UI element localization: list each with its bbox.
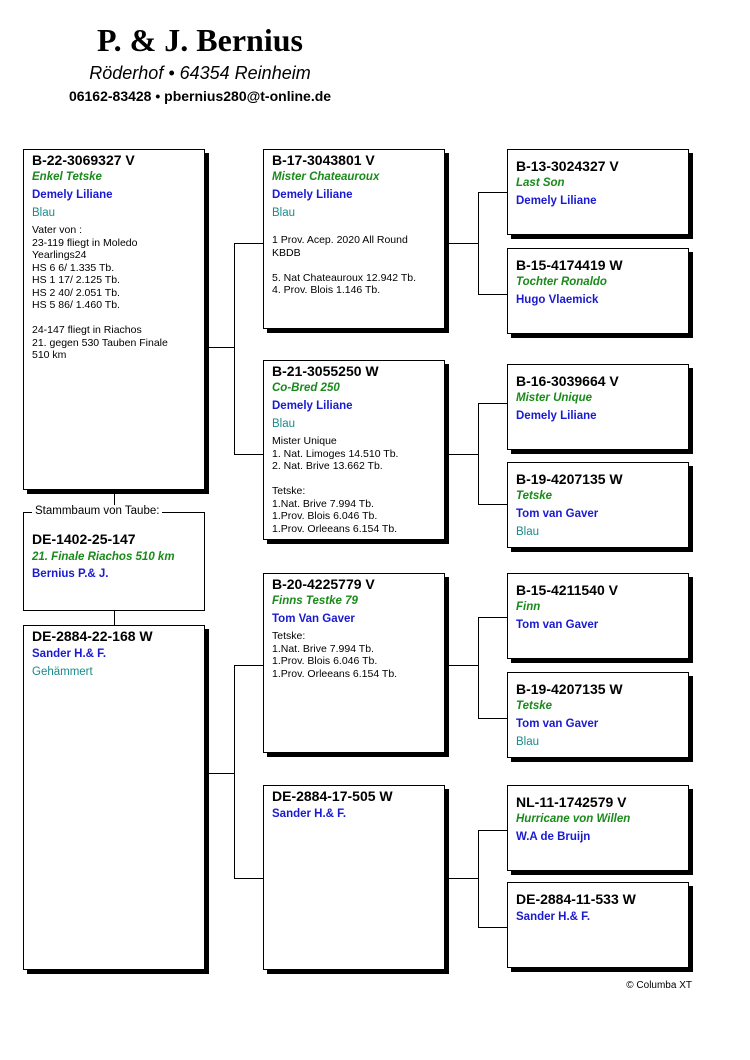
connector-line — [478, 927, 507, 928]
owner-name: Tom van Gaver — [516, 508, 599, 520]
feather-color: Blau — [272, 418, 296, 430]
pigeon-name: Tetske — [516, 490, 553, 502]
connector-line — [205, 347, 234, 348]
connector-line — [478, 617, 479, 718]
owner-name: Sander H.& F. — [272, 808, 347, 820]
owner-name: Hugo Vlaemick — [516, 294, 599, 306]
ring-number: B-17-3043801 V — [272, 152, 375, 168]
ring-number: DE-2884-22-168 W — [32, 628, 153, 644]
pedigree-card-mmm[interactable] — [507, 882, 689, 968]
pigeon-name: Tetske — [516, 700, 553, 712]
connector-line — [478, 192, 507, 193]
owner-name: Demely Liliane — [32, 189, 113, 201]
connector-line — [478, 718, 507, 719]
performance-notes: Tetske: 1.Nat. Brive 7.994 Tb. 1.Prov. Blois 6.046 Tb. 1.Prov. Orleeans 6.154 Tb. — [272, 630, 398, 680]
connector-line — [234, 665, 235, 878]
pedigree-card-mother[interactable] — [23, 625, 205, 970]
ring-number: B-21-3055250 W — [272, 363, 379, 379]
ring-number: B-20-4225779 V — [272, 576, 375, 592]
ring-number: B-16-3039664 V — [516, 373, 619, 389]
pigeon-name: Tochter Ronaldo — [516, 276, 607, 288]
owner-name: Demely Liliane — [516, 195, 597, 207]
ring-number: B-15-4174419 W — [516, 257, 623, 273]
pedigree-card-mmf[interactable] — [507, 785, 689, 871]
pigeon-name: Co-Bred 250 — [272, 382, 340, 394]
ring-number: B-19-4207135 W — [516, 471, 623, 487]
connector-line — [478, 192, 479, 294]
connector-line — [234, 243, 263, 244]
connector-line — [205, 773, 234, 774]
connector-line — [445, 665, 478, 666]
pedigree-card-fmf[interactable] — [507, 364, 689, 450]
pigeon-name: Enkel Tetske — [32, 171, 102, 183]
owner-name: W.A de Bruijn — [516, 831, 591, 843]
feather-color: Blau — [516, 736, 540, 748]
connector-line — [478, 294, 507, 295]
pigeon-name: Finns Testke 79 — [272, 595, 358, 607]
pedigree-card-mff[interactable] — [507, 573, 689, 659]
ring-number: B-15-4211540 V — [516, 582, 618, 598]
connector-line — [478, 403, 479, 504]
feather-color: Blau — [272, 207, 296, 219]
subject-label: Stammbaum von Taube: — [32, 505, 162, 517]
ring-number: NL-11-1742579 V — [516, 794, 627, 810]
ring-number: DE-2884-17-505 W — [272, 788, 393, 804]
pedigree-card-fff[interactable] — [507, 149, 689, 235]
connector-line — [478, 617, 507, 618]
owner-name: Sander H.& F. — [516, 911, 591, 923]
ring-number: DE-2884-11-533 W — [516, 891, 636, 907]
connector-line — [478, 403, 507, 404]
ring-number: B-13-3024327 V — [516, 158, 619, 174]
connector-line — [478, 504, 507, 505]
connector-line — [234, 878, 263, 879]
pedigree-card-mfm[interactable] — [507, 672, 689, 758]
performance-notes: Vater von : 23-119 fliegt in Moledo Yearlings24 HS 6 6/ 1.335 Tb. HS 1 17/ 2.125 Tb. HS 2 40/ 2.051 Tb. HS 5 86/ 1.460 Tb. 24-147 fliegt in Riachos 21. gegen 530 Tauben Finale 510 km — [32, 224, 168, 361]
owner-name: Bernius P.& J. — [32, 568, 109, 580]
connector-line — [478, 830, 479, 927]
pigeon-name: Last Son — [516, 177, 565, 189]
owner-name: Tom van Gaver — [516, 718, 599, 730]
pigeon-name: Mister Chateauroux — [272, 171, 380, 183]
breeder-name: P. & J. Bernius — [97, 22, 303, 58]
copyright-notice: © Columba XT — [626, 980, 692, 991]
feather-color: Blau — [516, 526, 540, 538]
pedigree-card-mf[interactable] — [263, 573, 445, 753]
connector-line — [445, 878, 478, 879]
performance-notes: Mister Unique 1. Nat. Limoges 14.510 Tb. 2. Nat. Brive 13.662 Tb. Tetske: 1.Nat. Brive 7.994 Tb. 1.Prov. Blois 6.046 Tb. 1.Prov. Orleeans 6.154 Tb. — [272, 435, 399, 535]
connector-line — [478, 830, 507, 831]
pedigree-card-fmm[interactable] — [507, 462, 689, 548]
pedigree-card-father[interactable] — [23, 149, 205, 490]
connector-line — [445, 243, 478, 244]
owner-name: Sander H.& F. — [32, 648, 107, 660]
owner-name: Tom Van Gaver — [272, 613, 355, 625]
pedigree-card-ff[interactable] — [263, 149, 445, 329]
connector-line — [234, 243, 235, 454]
owner-name: Tom van Gaver — [516, 619, 599, 631]
pigeon-name: Mister Unique — [516, 392, 593, 404]
ring-number: B-19-4207135 W — [516, 681, 623, 697]
connector-line — [234, 454, 263, 455]
connector-line — [234, 665, 263, 666]
pigeon-name: 21. Finale Riachos 510 km — [32, 551, 175, 563]
owner-name: Demely Liliane — [272, 189, 353, 201]
feather-color: Blau — [32, 207, 56, 219]
pigeon-name: Finn — [516, 601, 541, 613]
owner-name: Demely Liliane — [272, 400, 353, 412]
connector-line — [445, 454, 478, 455]
ring-number: DE-1402-25-147 — [32, 531, 136, 547]
ring-number: B-22-3069327 V — [32, 152, 135, 168]
pigeon-name: Hurricane von Willen — [516, 813, 631, 825]
pedigree-card-ffm[interactable] — [507, 248, 689, 334]
performance-notes: 1 Prov. Acep. 2020 All Round KBDB 5. Nat Chateauroux 12.942 Tb. 4. Prov. Blois 1.146 Tb. — [272, 234, 416, 296]
pedigree-card-fm[interactable] — [263, 360, 445, 540]
subject-box[interactable] — [23, 512, 205, 611]
pedigree-card-mm[interactable] — [263, 785, 445, 970]
connector-line — [114, 611, 115, 625]
breeder-contact: 06162-83428 • pbernius280@t-online.de — [68, 88, 332, 104]
owner-name: Demely Liliane — [516, 410, 597, 422]
feather-color: Gehämmert — [32, 666, 93, 678]
breeder-address: Röderhof • 64354 Reinheim — [89, 63, 311, 83]
